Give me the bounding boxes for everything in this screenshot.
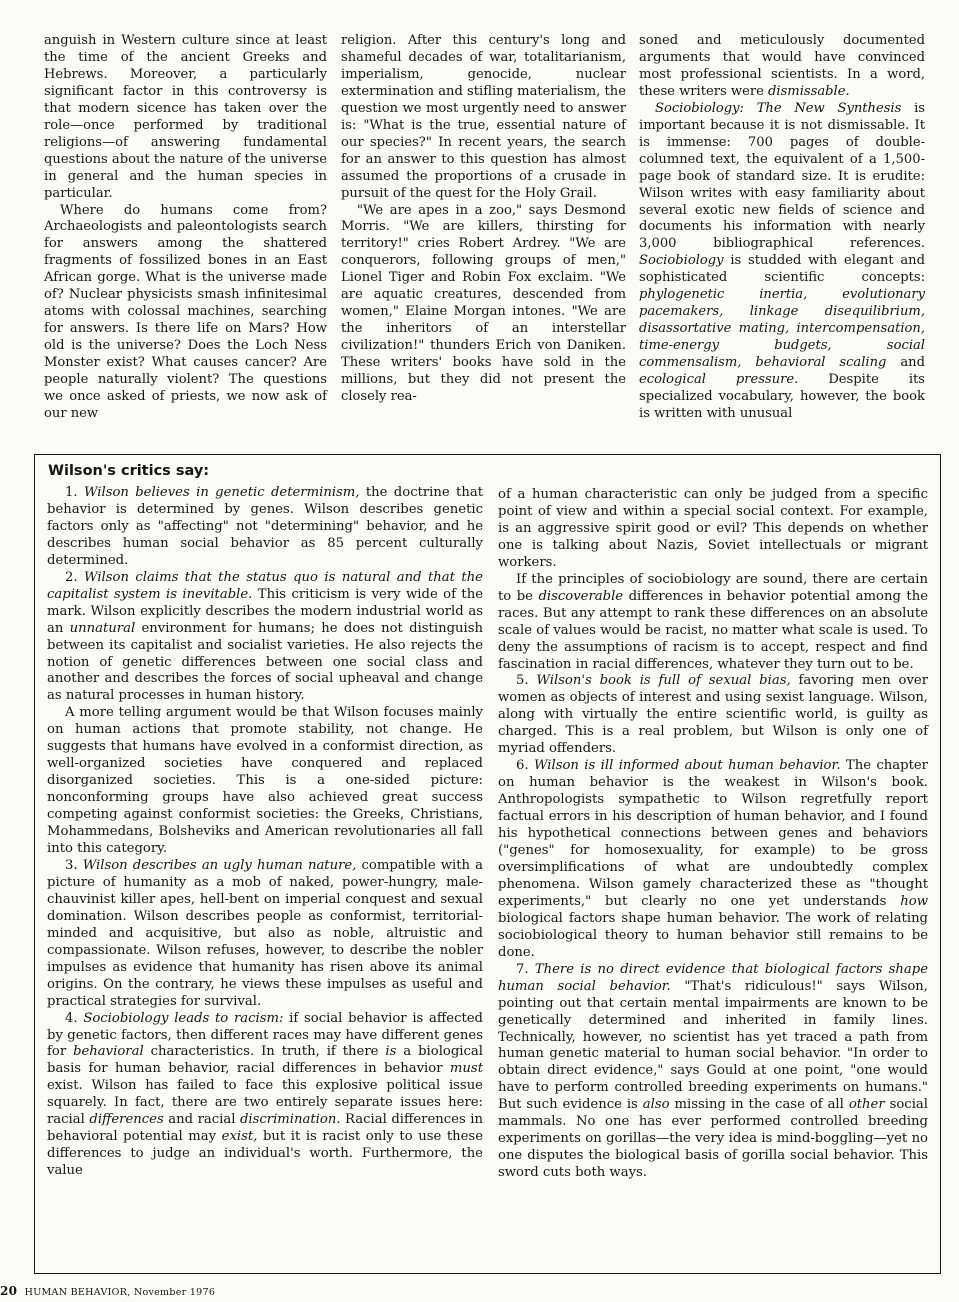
emphasis: Wilson's book is full of sexual bias,: [536, 673, 791, 689]
paragraph: anguish in Western culture since at least the time of the ancient Greeks and Hebrews. Moreover, a particularly significant factor in this controversy is that modern sicence has taken over the role—once performed by traditional religions—of answering fundamental questions about the nature of the universe in general and the human species in particular.: [44, 33, 327, 201]
emphasis: Wilson claims that the status quo is natural and that the capitalist system is inevitable.: [47, 569, 483, 602]
list-number: 4.: [65, 1010, 84, 1026]
emphasis: Wilson describes an ugly human nature,: [82, 857, 357, 873]
list-number: 5.: [516, 673, 537, 689]
emphasis: must: [449, 1061, 483, 1077]
article-body-columns: [40, 33, 935, 446]
text-run: compatible with a picture of humanity as a mob of naked, power-hungry, male-chauvinist killer apes, hell-bent on imperial conquest and sexual domination. Wilson describes people as conformist, territorial-minded and acquisitive, but also as noble, altruistic and compassionate. Wilson refuses, however, to describe the nobler impulses as evidence that humanity has risen above its animal origins. On the contrary, he views these impulses as useful and practical strategies for survival.: [47, 857, 484, 1009]
paragraph: A more telling argument would be that Wilson focuses mainly on human actions that promote stability, not change. He suggests that humans have evolved in a conformist direction, as well-organized societies have conquered and replaced disorganized societies. This is a one-sided picture: nonconforming groups have also achieved great success competing against conformist societies: the Greeks, Christians, Mohammedans, Bolsheviks and American revolutionaries all fall into this category.: [47, 705, 483, 857]
article-column-3: [639, 33, 925, 423]
emphasis: ecological pressure.: [639, 372, 799, 388]
emphasis: also: [642, 1097, 670, 1113]
emphasis: There is no direct evidence that biological factors shape human social behavior.: [498, 961, 928, 994]
text-run: characteristics. In truth, if there: [143, 1044, 386, 1060]
text-run: social mammals. No one has ever performed controlled breeding experiments on gorillas—the very idea is mind-boggling—yet no one disputes the biological basis of gorilla social behavior. This sword cuts both ways.: [498, 1097, 928, 1181]
emphasis: Wilson believes in genetic determinism,: [83, 485, 360, 500]
emphasis: exist,: [221, 1129, 258, 1145]
paragraph: [47, 1011, 483, 1181]
paragraph: religion. After this century's long and shameful decades of war, totalitarianism, imperialism, genocide, nuclear extermination and stifling materialism, the question we most urgently need to answer is: "What is the true, essential nature of our species?" In recent years, the search for an answer to this question has almost assumed the proportions of a crusade in pursuit of the quest for the Holy Grail.: [341, 33, 626, 201]
text-run: and: [886, 355, 925, 371]
text-run: If the principles of sociobiology are sound, there are certain to be: [498, 571, 928, 604]
critics-sidebar-box: [34, 454, 941, 1274]
article-column-1: [44, 33, 327, 423]
page-number: 20: [0, 1284, 18, 1298]
text-run: exist. Wilson has failed to face this explosive political issue squarely. In fact, there are two entirely separate issues here: racial: [47, 1078, 483, 1128]
emphasis: is: [385, 1044, 397, 1060]
emphasis: discrimination.: [239, 1112, 341, 1128]
text-run: is important because it is not dismissable. It is immense: 700 pages of double-columned text, the equivalent of a 1,500-page book of standard size. It is erudite: Wilson writes with easy familiarity about several exotic new fields of science and documents his information with nearly 3,000 bibliographical references.: [639, 100, 925, 252]
paragraph: [47, 858, 483, 1011]
paragraph: [47, 485, 483, 570]
emphasis: discoverable: [538, 588, 624, 604]
list-number: 6.: [516, 758, 534, 774]
text-run: Racial differences in behavioral potential may: [47, 1112, 483, 1145]
emphasis: differences: [89, 1112, 164, 1128]
book-title: Sociobiology: [639, 253, 724, 269]
paragraph: [47, 570, 483, 706]
list-number: 1.: [65, 485, 84, 500]
emphasis: unnatural: [69, 620, 136, 636]
text-run: favoring men over women as objects of interest and using sexist language. Wilson, along with virtually the entire scientific world, is guilty as charged. This is a real problem, but Wilson is only one of myriad offenders.: [498, 673, 928, 757]
text-run: and racial: [163, 1112, 240, 1128]
text-run: The chapter on human behavior is the weakest in Wilson's book. Anthropologists sympathetic to Wilson regretfully report factual errors in his description of human behavior, and I found his hypothetical connections between genes and behaviors ("genes" for homosexuality, for example) to be gross oversimplifications of what are undoubtedly complex phenomena. Wilson gamely characterized these as "thought experiments," but clearly no one yet understands: [498, 758, 928, 909]
text-run: if social behavior is affected by genetic factors, then different races may have different genes for: [47, 1010, 483, 1060]
list-number: 3.: [65, 857, 83, 873]
emphasis: dismissable.: [768, 83, 850, 99]
paragraph: [498, 758, 928, 961]
book-title: Sociobiology: The New Synthesis: [655, 100, 902, 116]
emphasis: other: [848, 1097, 885, 1113]
publication-line: HUMAN BEHAVIOR, November 1976: [24, 1287, 216, 1298]
paragraph: Where do humans come from? Archaeologists and paleontologists search for answers among the shattered fragments of fossilized bones in an East African gorge. What is the universe made of? Nuclear physicists smash infinitesimal atoms with colossal machines, searching for answers. Is there life on Mars? How old is the universe? Does the Loch Ness Monster exist? What causes cancer? Are people naturally violent? The questions we once asked of priests, we now ask of our new: [44, 202, 327, 421]
text-run: the doctrine that behavior is determined by genes. Wilson describes genetic factors only as "affecting" not "determining" behavior, and he describes human social behavior as 85 percent culturally determined.: [47, 485, 483, 568]
emphasis: behavioral: [73, 1044, 144, 1060]
emphasis: phylogenetic inertia, evolutionary pacemakers, linkage disequilibrium, disassortative mating, intercompensation, time-energy budgets, social commensalism, behavioral scaling: [639, 287, 925, 371]
paragraph: [639, 33, 925, 101]
text-run: is studded with elegant and sophisticated scientific concepts:: [639, 253, 925, 286]
paragraph: [639, 101, 925, 423]
list-number: 7.: [516, 961, 535, 977]
paragraph: [498, 673, 928, 758]
text-run: missing in the case of all: [669, 1097, 849, 1113]
paragraph: "We are apes in a zoo," says Desmond Morris. "We are killers, thirsting for territory!" cries Robert Ardrey. "We are conquerors, following groups of men," Lionel Tiger and Robin Fox exclaim. "We are aquatic creatures, descended from women," Elaine Morgan intones. "We are the inheritors of an interstellar civilization!" thunders Erich von Daniken. These writers' books have sold in the millions, but they did not present the closely rea-: [341, 202, 626, 405]
text-run: differences in behavior potential among the races. But any attempt to rank these differences on an absolute scale of values would be racist, no matter what scale is used. To deny the assumptions of racism is to accept, respect and find fascination in racial differences, whatever they turn out to be.: [498, 588, 928, 672]
article-column-2: [341, 33, 626, 406]
text-run: biological factors shape human behavior. The work of relating sociobiological theory to human behavior still remains to be done.: [498, 910, 928, 960]
text-run: Despite its specialized vocabulary, however, the book is written with unusual: [639, 372, 925, 421]
text-run: "That's ridiculous!" says Wilson, pointing out that certain mental impairments are known to be genetically determined and inherited in family lines. Technically, however, no scientist has yet traced a path from human genetic material to human social behavior. "In order to obtain direct evidence," says Gould at one point, "one would have to perform controlled breeding experiments on humans." But such evidence is: [498, 978, 928, 1113]
paragraph: [498, 962, 928, 1182]
text-run: This criticism is very wide of the mark. Wilson explicitly describes the modern industrial world as an: [47, 586, 483, 636]
text-run: soned and meticulously documented arguments that would have convinced most professional scientists. In a word, these writers were: [639, 33, 925, 99]
emphasis: Wilson is ill informed about human behavior.: [533, 758, 841, 774]
sidebar-heading: Wilson's critics say:: [48, 463, 210, 479]
page-footer: [0, 1284, 215, 1298]
sidebar-column-right: [498, 487, 928, 1182]
list-number: 2.: [65, 569, 85, 585]
sidebar-column-left: [47, 485, 483, 1180]
emphasis: Sociobiology leads to racism:: [83, 1010, 284, 1026]
paragraph: of a human characteristic can only be judged from a specific point of view and within a special social context. For example, is an aggressive spirit good or evil? This depends on whether one is talking about Nazis, Soviet intellectuals or migrant workers.: [498, 487, 928, 570]
emphasis: how: [900, 893, 928, 909]
text-run: but it is racist only to use these differences to judge an individual's worth. Furthermore, the value: [47, 1129, 484, 1179]
paragraph: [498, 572, 928, 674]
text-run: environment for humans; he does not distinguish between its capitalist and socialist varieties. He also rejects the notion of genetic differences between one social class and another and describes the forces of social upheaval and change as natural processes in human history.: [47, 620, 483, 704]
text-run: a biological basis for human behavior, racial differences in behavior: [47, 1044, 483, 1077]
